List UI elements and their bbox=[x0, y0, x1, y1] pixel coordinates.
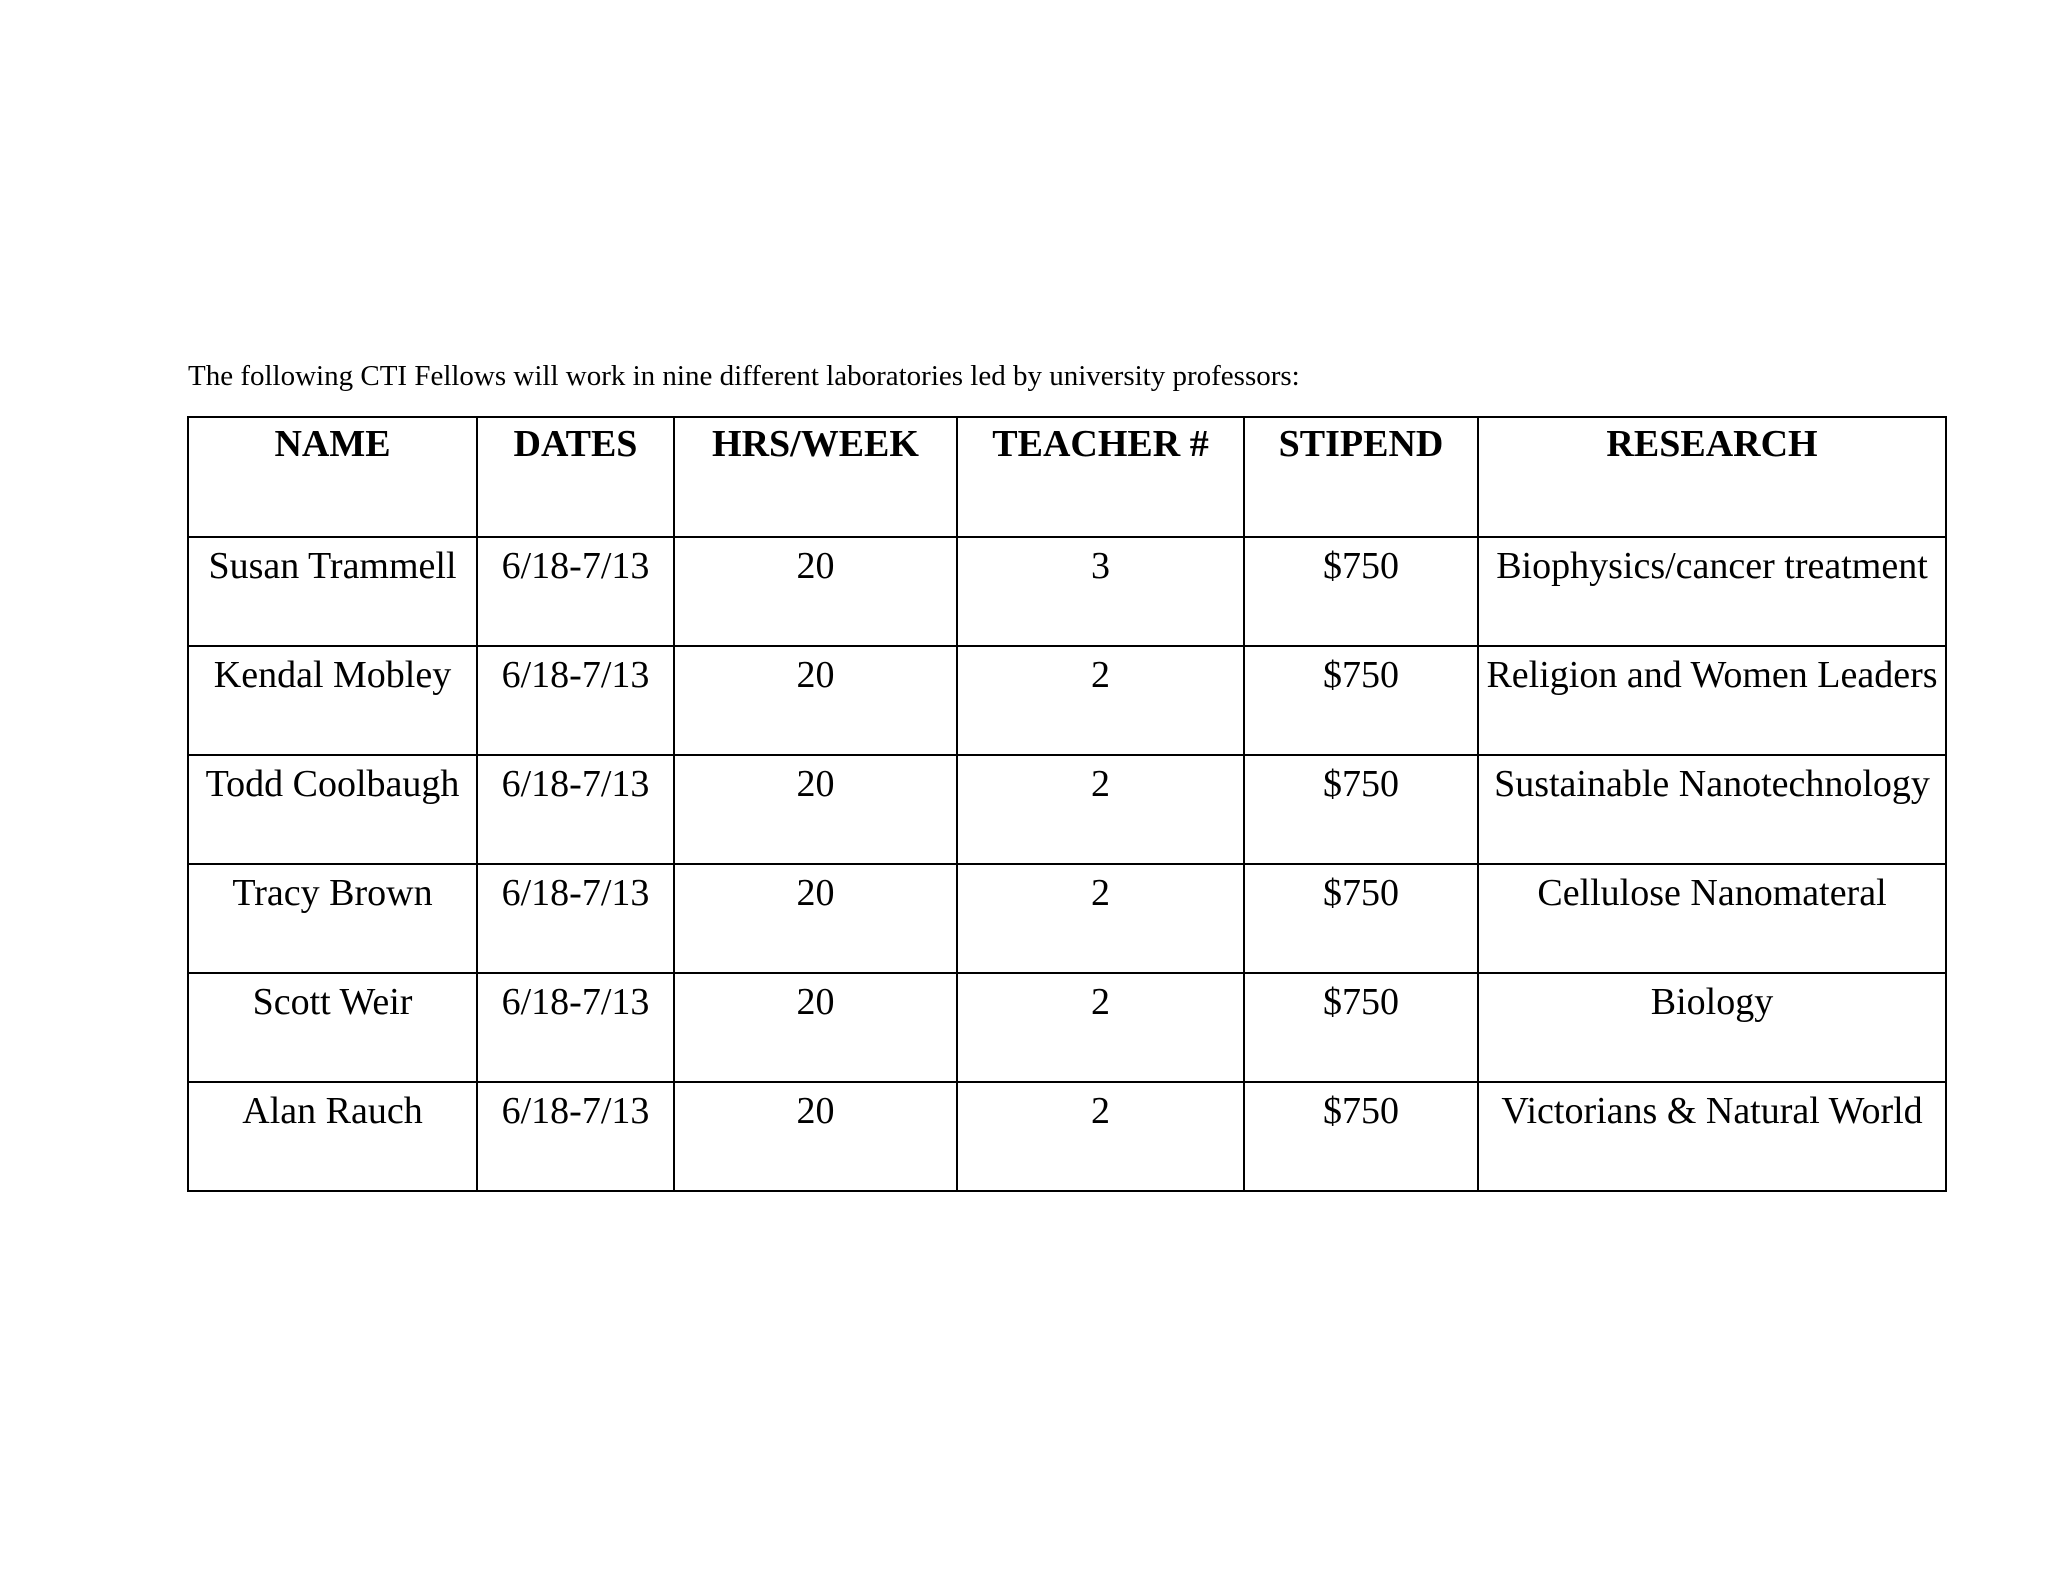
cell-stipend: $750 bbox=[1244, 537, 1478, 646]
cell-stipend: $750 bbox=[1244, 755, 1478, 864]
table-row bbox=[188, 755, 1946, 864]
cell-name: Kendal Mobley bbox=[188, 646, 477, 755]
header-research: RESEARCH bbox=[1478, 417, 1946, 537]
cell-name: Tracy Brown bbox=[188, 864, 477, 973]
header-row bbox=[188, 417, 1946, 537]
table-row bbox=[188, 973, 1946, 1082]
header-teacher-count: TEACHER # bbox=[957, 417, 1244, 537]
cell-stipend: $750 bbox=[1244, 646, 1478, 755]
cell-research: Victorians & Natural World bbox=[1478, 1082, 1946, 1191]
cell-dates: 6/18-7/13 bbox=[477, 973, 674, 1082]
table-row bbox=[188, 864, 1946, 973]
cell-teacher-count: 2 bbox=[957, 973, 1244, 1082]
cell-hrs-week: 20 bbox=[674, 537, 957, 646]
cell-research: Cellulose Nanomateral bbox=[1478, 864, 1946, 973]
cell-research: Biology bbox=[1478, 973, 1946, 1082]
header-hrs-week: HRS/WEEK bbox=[674, 417, 957, 537]
cell-stipend: $750 bbox=[1244, 864, 1478, 973]
header-dates: DATES bbox=[477, 417, 674, 537]
table-row bbox=[188, 1082, 1946, 1191]
header-stipend: STIPEND bbox=[1244, 417, 1478, 537]
cell-hrs-week: 20 bbox=[674, 973, 957, 1082]
cell-teacher-count: 2 bbox=[957, 864, 1244, 973]
cell-hrs-week: 20 bbox=[674, 864, 957, 973]
cell-dates: 6/18-7/13 bbox=[477, 755, 674, 864]
cell-research: Religion and Women Leaders bbox=[1478, 646, 1946, 755]
cell-research: Biophysics/cancer treatment bbox=[1478, 537, 1946, 646]
cell-hrs-week: 20 bbox=[674, 755, 957, 864]
cell-dates: 6/18-7/13 bbox=[477, 646, 674, 755]
cell-name: Alan Rauch bbox=[188, 1082, 477, 1191]
fellows-table bbox=[187, 416, 1947, 1192]
cell-stipend: $750 bbox=[1244, 1082, 1478, 1191]
table-row bbox=[188, 537, 1946, 646]
cell-dates: 6/18-7/13 bbox=[477, 537, 674, 646]
intro-paragraph: The following CTI Fellows will work in nine different laboratories led by university professors: bbox=[188, 360, 1300, 392]
header-name: NAME bbox=[188, 417, 477, 537]
cell-hrs-week: 20 bbox=[674, 1082, 957, 1191]
cell-teacher-count: 2 bbox=[957, 646, 1244, 755]
cell-research: Sustainable Nanotechnology bbox=[1478, 755, 1946, 864]
cell-hrs-week: 20 bbox=[674, 646, 957, 755]
cell-teacher-count: 3 bbox=[957, 537, 1244, 646]
cell-dates: 6/18-7/13 bbox=[477, 1082, 674, 1191]
cell-name: Todd Coolbaugh bbox=[188, 755, 477, 864]
cell-stipend: $750 bbox=[1244, 973, 1478, 1082]
cell-dates: 6/18-7/13 bbox=[477, 864, 674, 973]
cell-name: Scott Weir bbox=[188, 973, 477, 1082]
table-row bbox=[188, 646, 1946, 755]
cell-teacher-count: 2 bbox=[957, 755, 1244, 864]
cell-teacher-count: 2 bbox=[957, 1082, 1244, 1191]
cell-name: Susan Trammell bbox=[188, 537, 477, 646]
